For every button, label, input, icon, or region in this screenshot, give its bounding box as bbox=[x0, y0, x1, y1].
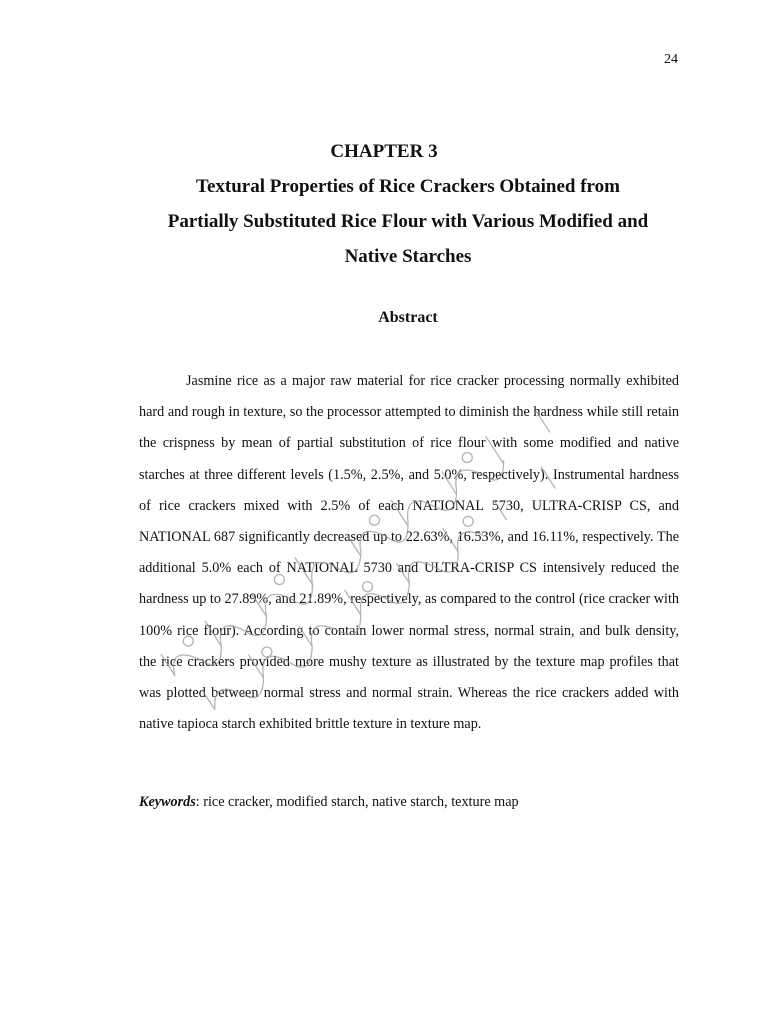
chapter-title-line-1: Textural Properties of Rice Crackers Obtained from bbox=[196, 176, 620, 197]
chapter-title-line-2: Partially Substituted Rice Flour with Various Modified and bbox=[167, 211, 649, 232]
keywords-text: : rice cracker, modified starch, native starch, texture map bbox=[195, 794, 519, 810]
abstract-heading: Abstract bbox=[378, 309, 438, 326]
keywords-line bbox=[139, 794, 519, 811]
abstract-body: Jasmine rice as a major raw material for rice cracker processing normally exhibited hard and rough in texture, so the processor attempted to diminish the hardness while still retain the crispness by mean of partial substitution of rice flour with some modified and native starches at three different levels (1.5%, 2.5%, and 5.0%, respectively). Instrumental hardness of rice crackers mixed with 2.5% of each NATIONAL 5730, ULTRA-CRISP CS, and NATIONAL 687 significantly decreased up to 22.63%, 16.53%, and 16.11%, respectively. The additional 5.0% each of NATIONAL 5730 and ULTRA-CRISP CS intensively reduced the hardness up to 27.89%, and 21.89%, respectively, as compared to the control (rice cracker with 100% rice flour). According to contain lower normal stress, normal strain, and bulk density, the rice crackers provided more mushy texture as illustrated by the texture map profiles that was plotted between normal stress and normal strain. Whereas the rice crackers added with native tapioca starch exhibited brittle texture in texture map. bbox=[139, 373, 679, 733]
chapter-label: CHAPTER 3 bbox=[330, 141, 438, 162]
keywords-label: Keywords bbox=[139, 794, 196, 810]
page-number: 24 bbox=[664, 52, 678, 67]
chapter-title-line-3: Native Starches bbox=[344, 246, 472, 267]
